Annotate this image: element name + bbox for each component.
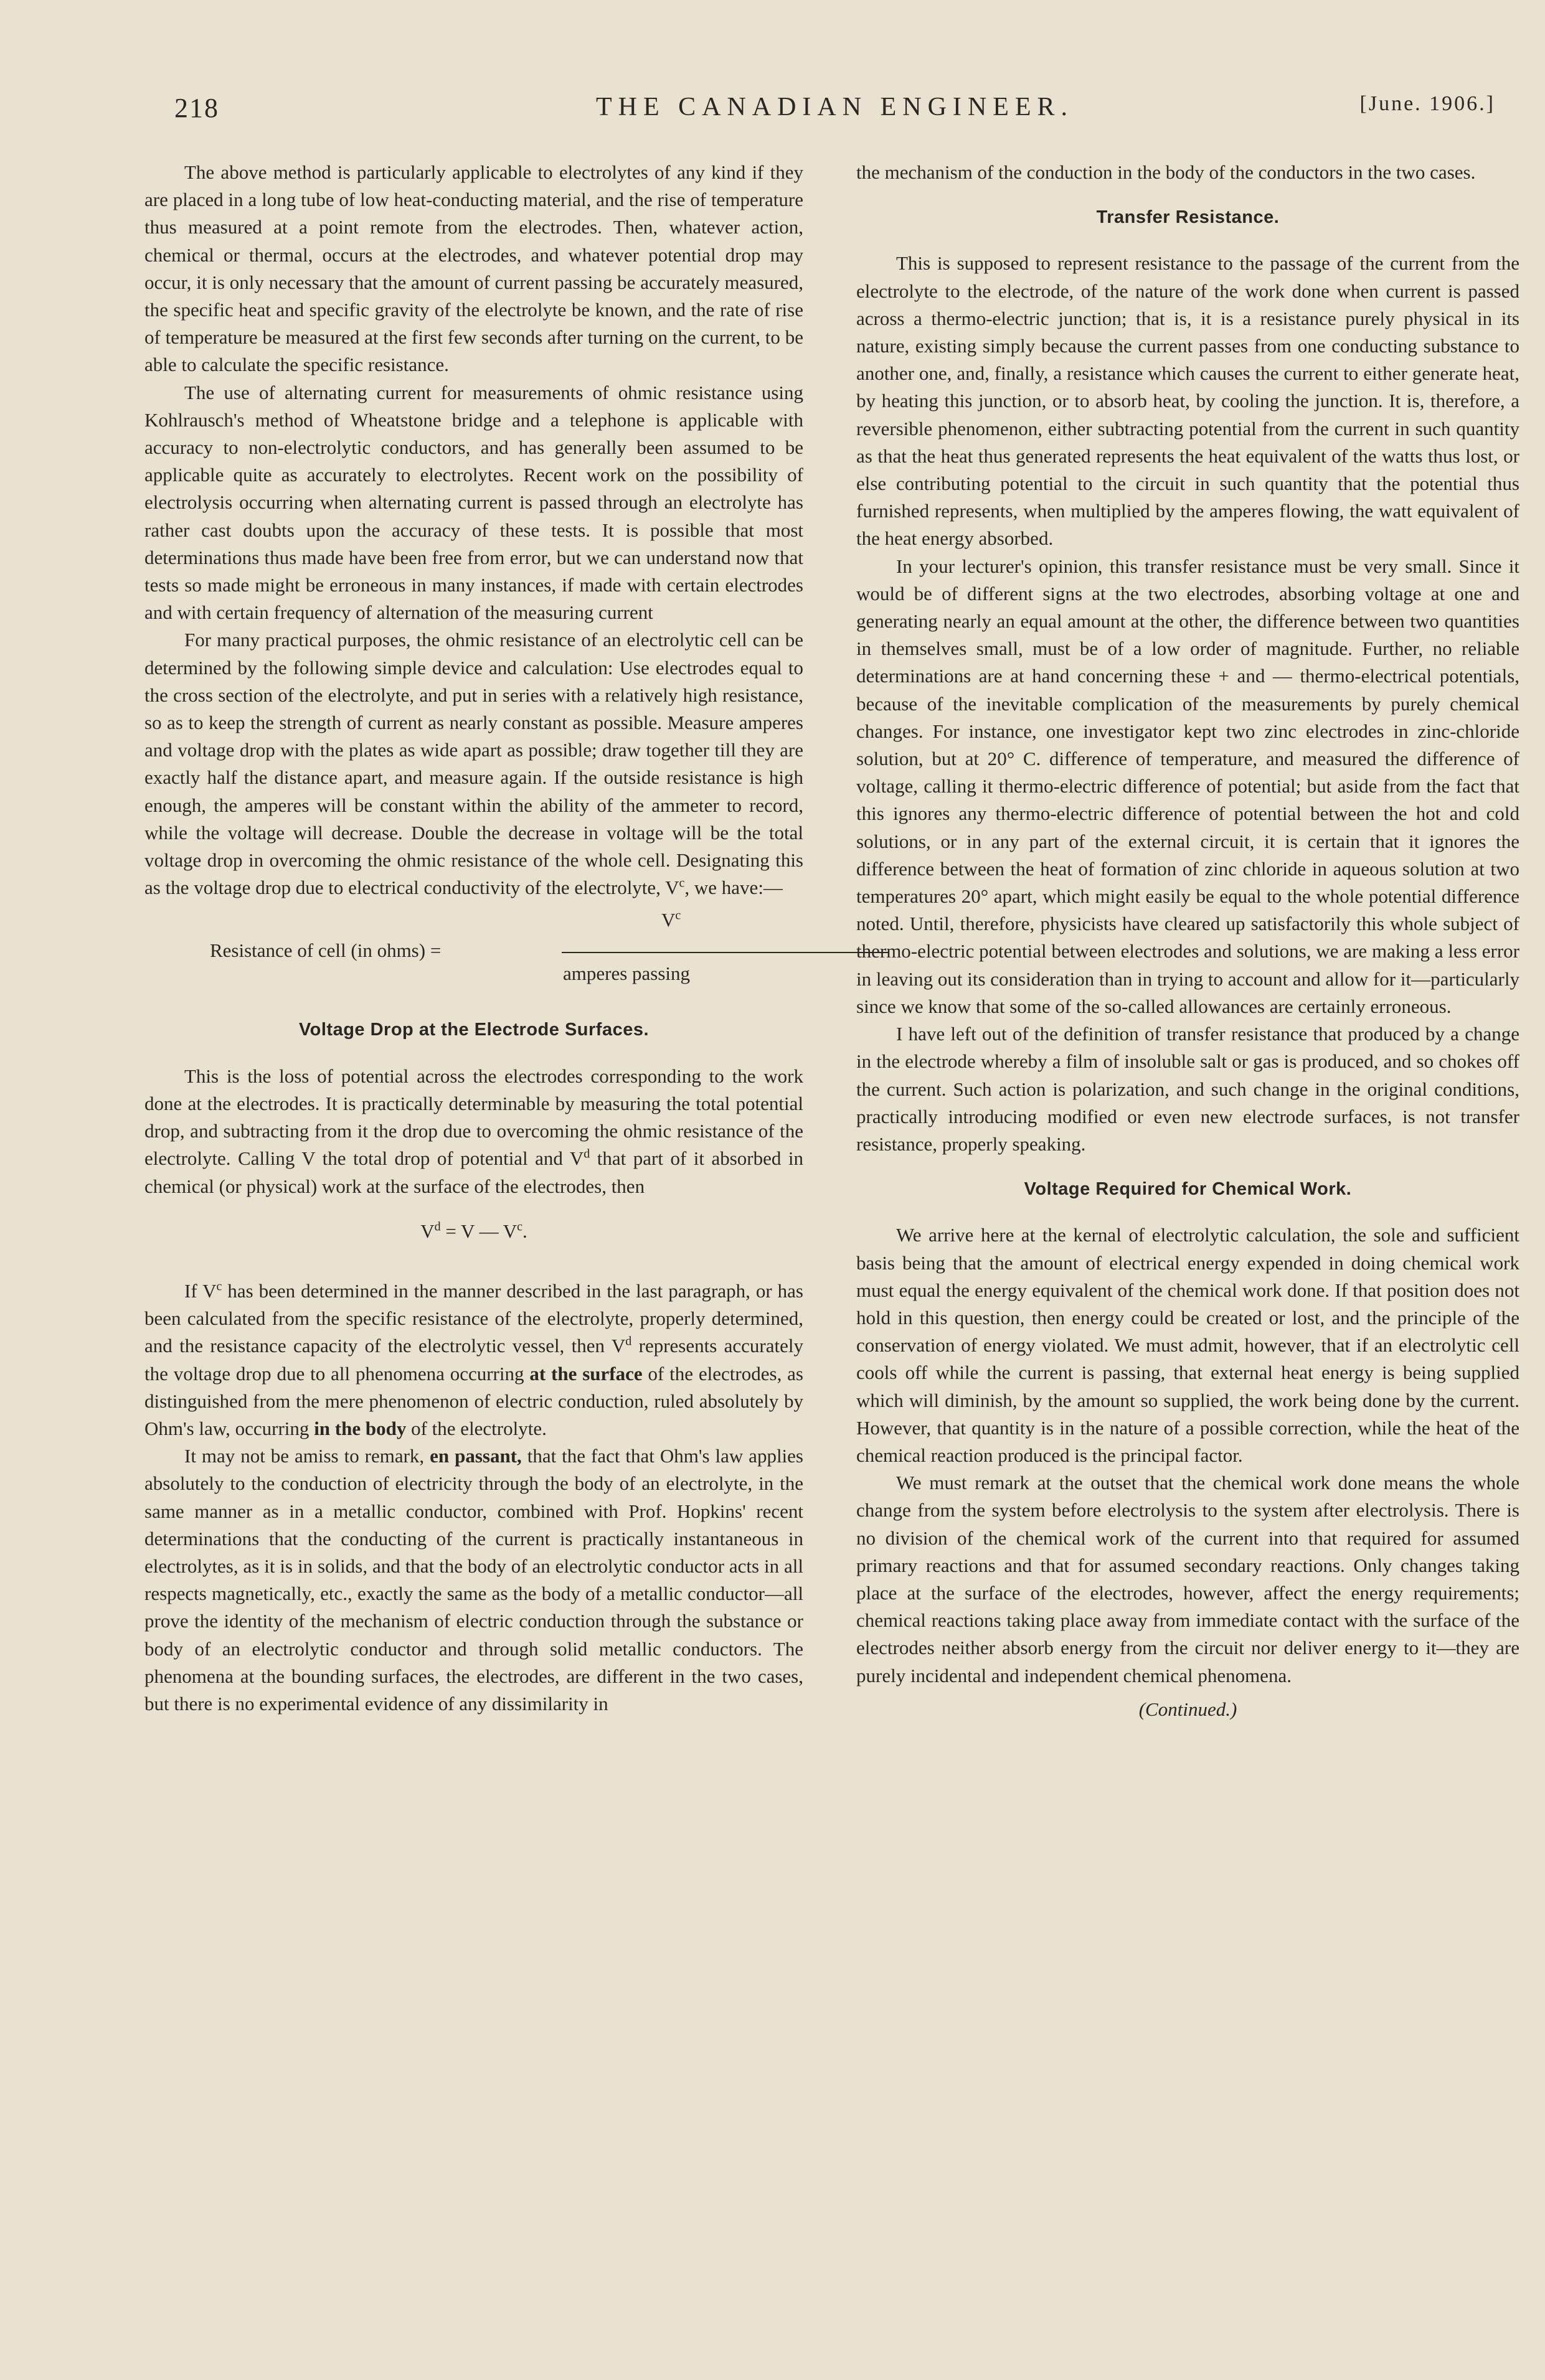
section-heading: Voltage Drop at the Electrode Surfaces. xyxy=(298,1020,650,1040)
formula-denominator: amperes passing xyxy=(563,962,691,985)
page-number: 218 xyxy=(174,93,219,123)
formula-numerator: $V^c$ xyxy=(661,909,681,931)
paragraph: This is supposed to represent resistance to the passage of the current from the electrolyte to the electrode, of the nature of the work done when current is passed across a thermo-electric junction; that is, it is a resistance purely physical in its nature, existing simply because the current passes from one conducting substance to another one, and, finally, a resistance which causes the current to either generate heat, by heating this junction, or to absorb heat, by cooling the junction. It is, therefore, a reversible phenomenon, either subtracting potential from the current in such quantity as that the heat thus generated represents the heat equivalent of the watts thus lost, or else contributing potential to the circuit in such quantity that the potential thus furnished represents, when multiplied by the amperes flowing, the watt equivalent of the heat energy absorbed. xyxy=(856,252,1519,550)
paragraph: In your lecturer's opinion, this transfer resistance must be very small. Since it would be of different signs at the two electrodes, absorbing voltage at one and generating nearly an equal amount at the other, the difference between two quantities in themselves small, must be of a low order of magnitude. Further, no reliable determinations are at hand concerning these + and — thermo-electrical potentials, because of the inevitable complication of the measurements by purely chemical changes. For instance, one investigator kept two zinc electrodes in zinc-chloride solution, but at 20° C. difference of temperature, and measured the difference of voltage, calling it thermo-electric difference of potential; but aside from the fact that this ignores any thermo-electric difference of potential between the hot and cold solutions, or in any part of the external circuit, it is certain that it ignores the difference between the heat of formation of zinc chloride in aqueous solution at two temperatures 20° apart, which might easily be equal to the whole potential difference noted. Until, therefore, physicists have cleared up satisfactorily this whole subject of thermo-electric potential between electrodes and solutions, we are making a less error in leaving out its consideration than in trying to account and allow for it—particularly since we know that some of the so-called allowances are certainly erroneous. xyxy=(856,555,1519,1017)
paragraph: It may not be amiss to remark, en passant, that the fact that Ohm's law applies absolutely to the conduction of electricity through the body of an electrolyte, in the same manner as in a metallic conductor, combined with Prof. Hopkins' recent determinations that the conducting of the current is practically instantaneous in electrolytes, as it is in solids, and that the body of an electrolytic conductor acts in all respects magnetically, etc., exactly the same as the body of a metallic conductor—all prove the identity of the mechanism of electric conduction through the substance or body of an electrolytic conductor and through solid metallic conductors. The phenomena at the bounding surfaces, the electrodes, are different in the two cases, but there is no experimental evidence of any dissimilarity in xyxy=(144,1445,803,1714)
fraction-bar xyxy=(562,952,889,953)
formula-lhs: Resistance of cell (in ohms) = xyxy=(210,939,442,962)
continued-note: (Continued.) xyxy=(1138,1698,1237,1720)
paragraph: For many practical purposes, the ohmic resistance of an electrolytic cell can be determined by the following simple device and calculation: Use electrodes equal to the cross section of the electrolyte, and put in series with a relatively high resistance, so as to keep the strength of current as nearly constant as possible. Measure amperes and voltage drop with the plates as wide apart as possible; draw together till they are exactly half the distance apart, and measure again. If the outside resistance is high enough, the amperes will be constant within the ability of the ammeter to record, while the voltage will decrease. Double the decrease in voltage will be the total voltage drop in overcoming the ohmic resistance of the whole cell. Designating this as the voltage drop due to electrical conductivity of the electrolyte, $V^c$, we have:— xyxy=(144,629,803,899)
paragraph: This is the loss of potential across the electrodes corresponding to the work done at the electrodes. It is practically determinable by measuring the total potential drop, and subtracting from it the drop due to overcoming the ohmic resistance of the electrolyte. Calling V the total drop of potential and $V^d$ that part of it absorbed in chemical (or physical) work at the surface of the electrodes, then xyxy=(144,1065,804,1197)
voltage-equation: $V^d = V$ — $V^c$. xyxy=(420,1220,527,1242)
paragraph: the mechanism of the conduction in the body of the conductors in the two cases. xyxy=(856,161,1476,183)
section-heading: Transfer Resistance. xyxy=(1096,207,1280,228)
paragraph: I have left out of the definition of transfer resistance that produced by a change in the electrode whereby a film of insoluble salt or gas is produced, and so chokes off the current. Such action is polarization, and such change in the original conditions, practically introducing modified or even new electrode surfaces, is not transfer resistance, properly speaking. xyxy=(856,1023,1519,1155)
paragraph: The use of alternating current for measurements of ohmic resistance using Kohlrausch's method of Wheatstone bridge and a telephone is applicable with accuracy to non-electrolytic conductors, and has generally been assumed to be applicable quite as accurately to electrolytes. Recent work on the possibility of electrolysis occurring when alternating current is passed through an electrolyte has rather cast doubts upon the accuracy of these tests. It is possible that most determinations thus made have been free from error, but we can understand now that tests so made might be erroneous in many instances, if made with certain electrodes and with certain frequency of alternation of the measuring current xyxy=(144,381,803,624)
page-header xyxy=(174,92,1495,129)
paragraph: We arrive here at the kernal of electrolytic calculation, the sole and sufficient basis being that the amount of electrical energy expended in doing chemical work must equal the energy equivalent of the chemical work done. If that position does not hold in this question, then energy could be created or lost, and the principle of the conservation of energy violated. We must admit, however, that if an electrolytic cell cools off while the current is passing, that external heat energy is being supplied which will diminish, by the amount so supplied, the work being done by the current. However, that quantity is in the nature of a possible correction, while the heat of the chemical reaction produced is the principal factor. xyxy=(856,1224,1519,1466)
left-column xyxy=(144,159,803,1718)
paragraph: The above method is particularly applicable to electrolytes of any kind if they are placed in a long tube of low heat-conducting material, and the rise of temperature thus measured at a point remote from the electrodes. Then, whatever action, chemical or thermal, occurs at the electrodes, and whatever potential drop may occur, it is only necessary that the amount of current passing be accurately measured, the specific heat and specific gravity of the electrolyte be known, and the rate of rise of temperature be measured at the first few seconds after turning on the current, to be able to calculate the specific resistance. xyxy=(144,161,803,376)
paragraph: We must remark at the outset that the chemical work done means the whole change from the system before electrolysis to the system after electrolysis. There is no division of the chemical work of the current into that required for assumed primary reactions and that for assumed secondary reactions. Only changes taking place at the surface of the electrodes, however, affect the energy requirements; chemical reactions taking place away from immediate contact with the surface of the electrodes neither absorb energy from the circuit nor deliver energy to it—they are purely incidental and independent chemical phenomena. xyxy=(856,1472,1519,1686)
section-heading: Voltage Required for Chemical Work. xyxy=(1024,1179,1352,1200)
right-column xyxy=(856,159,1519,1723)
resistance-formula xyxy=(144,906,803,987)
paragraph: If $V^c$ has been determined in the manner described in the last paragraph, or has been calculated from the specific resistance of the electrolyte, properly determined, and the resistance capacity of the electrolytic vessel, then $V^d$ represents accurately the voltage drop due to all phenomena occurring at the surface of the electrodes, as distinguished from the mere phenomenon of electric conduction, ruled absolutely by Ohm's law, occurring in the body of the electrolyte. xyxy=(144,1279,804,1439)
issue-date: [June. 1906.] xyxy=(1359,92,1495,115)
journal-title: THE CANADIAN ENGINEER. xyxy=(595,93,1074,121)
